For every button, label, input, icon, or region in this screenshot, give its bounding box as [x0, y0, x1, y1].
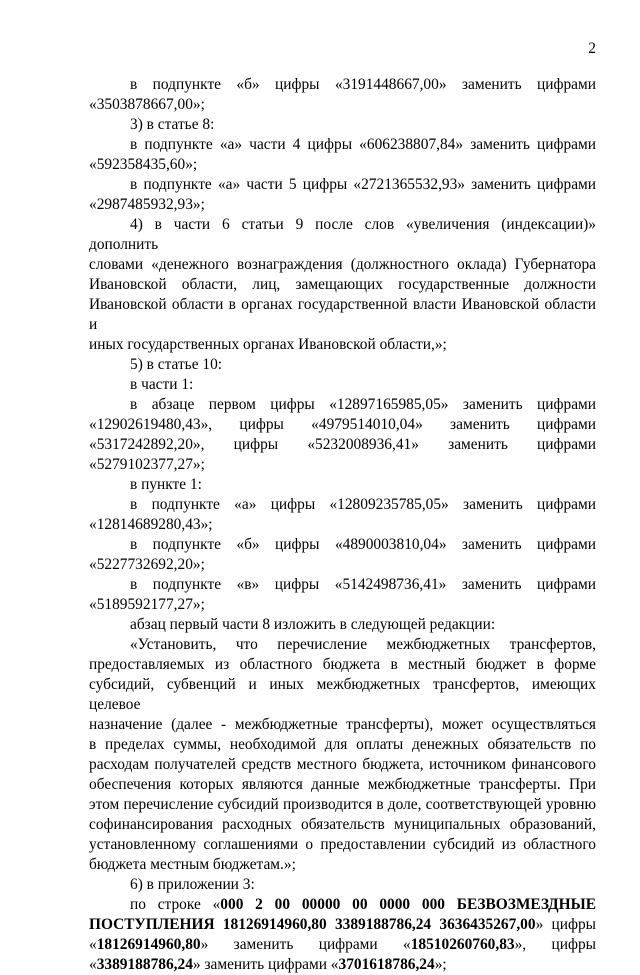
line-p01a: в подпункте «б» цифры «3191448667,00» заменить цифрами	[130, 76, 596, 93]
line-p04a: в подпункте «а» части 5 цифры «2721365532,93» заменить цифрами	[130, 176, 596, 193]
line-p06: 5) в статье 10:	[130, 356, 223, 373]
bold-fragment: 18510260760,83	[410, 936, 515, 953]
bold-fragment: 000 2 00 00000 00 0000 000 БЕЗВОЗМЕЗДНЫЕ	[220, 896, 596, 913]
line-p02: 3) в статье 8:	[130, 116, 215, 133]
line-p14d: назначение (далее - межбюджетные трансферты), может осуществляться	[89, 716, 596, 733]
line-p03b: «592358435,60»;	[89, 156, 198, 173]
line-p10b: «12814689280,43»;	[89, 516, 213, 533]
text-fragment: », цифры	[514, 936, 596, 953]
line-p14a: «Установить, что перечисление межбюджетных трансфертов,	[130, 636, 596, 653]
line-p14k: бюджета местным бюджетам.»;	[89, 856, 296, 873]
line-p14e: в пределах суммы, необходимой для оплаты денежных обязательств по	[89, 736, 596, 753]
text-fragment: »;	[434, 956, 447, 973]
line-p07: в части 1:	[130, 376, 194, 393]
line-p16d	[89, 955, 596, 975]
line-p10a: в подпункте «а» цифры «12809235785,05» заменить цифрами	[130, 496, 596, 513]
line-p16b	[89, 915, 596, 935]
line-p05a: 4) в части 6 статьи 9 после слов «увеличения (индексации)» дополнить	[89, 216, 596, 253]
line-p11b: «5227732692,20»;	[89, 556, 205, 573]
document-body	[89, 75, 596, 975]
line-p09: в пункте 1:	[130, 476, 202, 493]
line-p04b: «2987485932,93»;	[89, 196, 205, 213]
line-p12b: «5189592177,27»;	[89, 596, 205, 613]
line-p15: 6) в приложении 3:	[130, 876, 255, 893]
line-p13: абзац первый части 8 изложить в следующей редакции:	[130, 616, 496, 633]
text-fragment: » цифры	[535, 916, 596, 933]
line-p11a: в подпункте «б» цифры «4890003810,04» заменить цифрами	[130, 536, 596, 553]
line-p14i: софинансирования расходных обязательств муниципальных образований,	[89, 816, 596, 833]
bold-fragment: ПОСТУПЛЕНИЯ 18126914960,80 3389188786,24 3636435267,00	[89, 916, 536, 933]
line-p05c: Ивановской области, лиц, замещающих государственные должности	[89, 276, 596, 293]
line-p08b: «12902619480,43», цифры «4979514010,04» заменить цифрами	[89, 416, 596, 433]
line-p08d: «5279102377,27»;	[89, 456, 205, 473]
text-fragment: «	[89, 956, 97, 973]
line-p12a: в подпункте «в» цифры «5142498736,41» заменить цифрами	[130, 576, 596, 593]
line-p05b: словами «денежного вознаграждения (должностного оклада) Губернатора	[89, 256, 596, 273]
text-fragment: » заменить цифрами «	[192, 956, 339, 973]
text-fragment: » заменить цифрами «	[200, 936, 411, 953]
line-p16a	[89, 895, 596, 915]
line-p14c: субсидий, субвенций и иных межбюджетных трансфертов, имеющих целевое	[89, 676, 596, 713]
line-p03a: в подпункте «а» части 4 цифры «606238807,84» заменить цифрами	[130, 136, 596, 153]
line-p16c	[89, 935, 596, 955]
line-p08a: в абзаце первом цифры «12897165985,05» заменить цифрами	[130, 396, 596, 413]
line-p14j: установленному соглашениями о предоставлении субсидий из областного	[89, 836, 596, 853]
line-p01b: «3503878667,00»;	[89, 96, 205, 113]
line-p14f: расходам получателей средств местного бюджета, источником финансового	[89, 756, 596, 773]
line-p05d: Ивановской области в органах государственной власти Ивановской области и	[89, 296, 596, 333]
bold-fragment: 3701618786,24	[338, 956, 435, 973]
text-fragment: по строке «	[130, 896, 221, 913]
line-p05e: иных государственных органах Ивановской области,»;	[89, 336, 447, 353]
line-p14h: этом перечисление субсидий производится в доле, соответствующей уровню	[89, 796, 596, 813]
line-p14b: предоставляемых из областного бюджета в местный бюджет в форме	[89, 656, 596, 673]
bold-fragment: 3389188786,24	[96, 956, 193, 973]
line-p08c: «5317242892,20», цифры «5232008936,41» заменить цифрами	[89, 436, 596, 453]
line-p14g: обеспечения которых являются данные межбюджетные трансферты. При	[89, 776, 596, 793]
text-fragment: «	[89, 936, 97, 953]
bold-fragment: 18126914960,80	[96, 936, 201, 953]
page-number: 2	[588, 40, 596, 57]
